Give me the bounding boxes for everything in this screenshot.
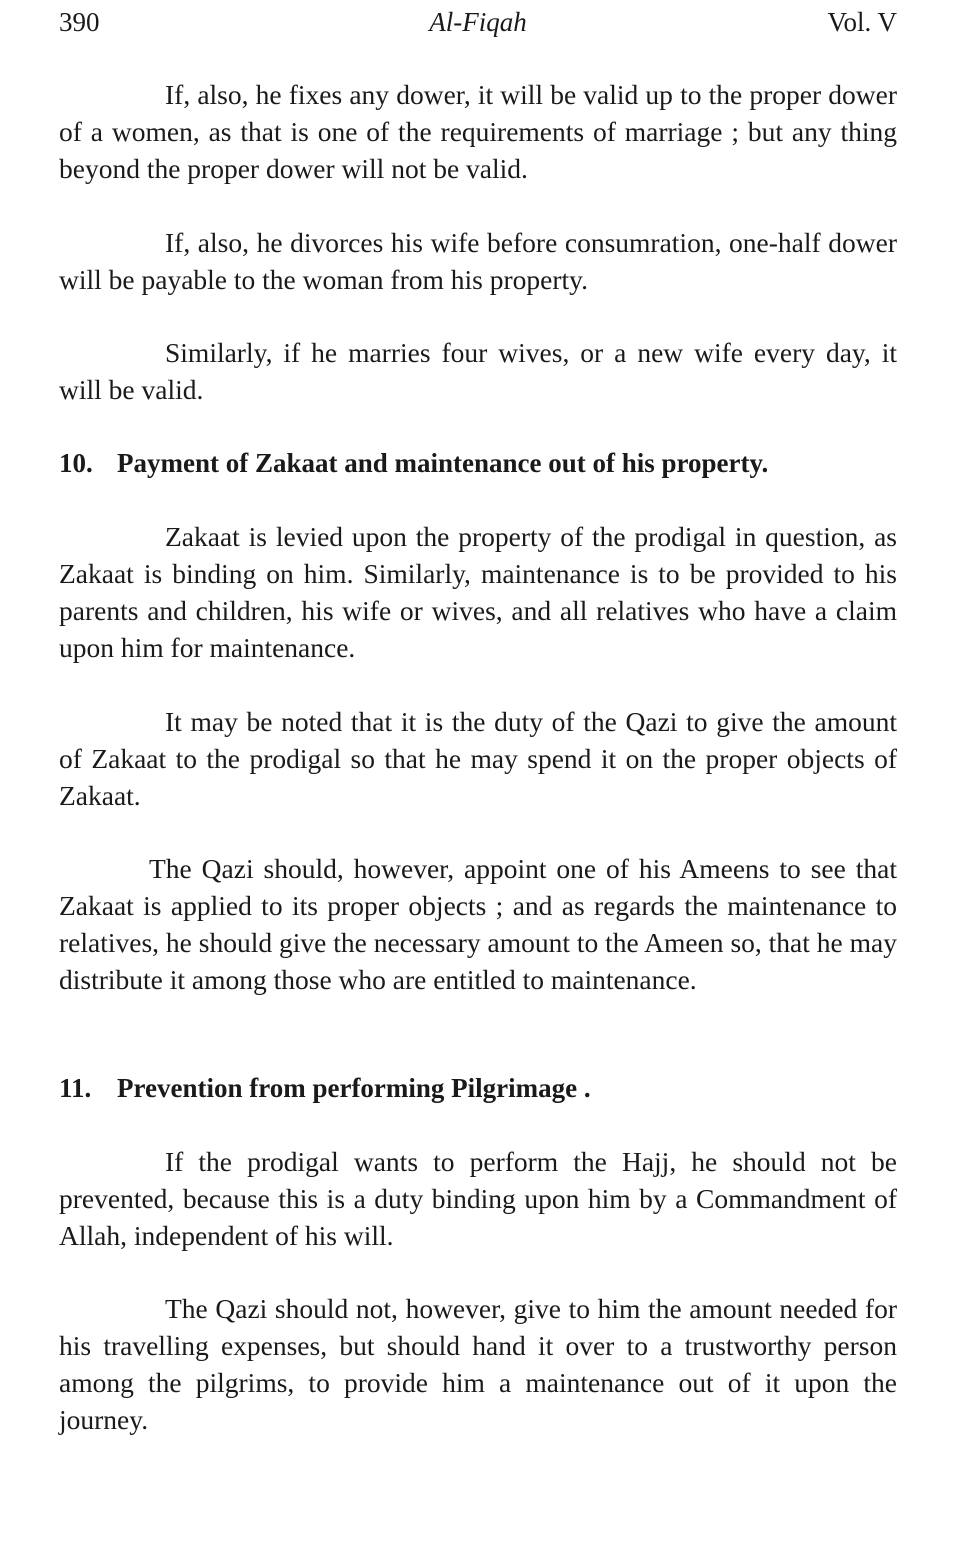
section-title: Payment of Zakaat and maintenance out of his property. (117, 448, 769, 478)
paragraph-travel-expenses: The Qazi should not, however, give to him the amount needed for his travelling expenses, but should hand it over to a trustworthy person among the pilgrims, to provide him a maintenance out of it upon the journey. (59, 1293, 897, 1435)
volume-label: Vol. V (827, 7, 897, 37)
paragraph-qazi-duty: It may be noted that it is the duty of the Qazi to give the amount of Zakaat to the prodigal so that he may spend it on the proper objects of Zakaat. (59, 706, 897, 811)
paragraph-divorce: If, also, he divorces his wife before consumration, one-half dower will be payable to the woman from his property. (59, 227, 897, 295)
book-title: Al-Fiqah (429, 7, 527, 37)
section-number: 10. (59, 448, 93, 478)
section-number: 11. (59, 1073, 92, 1103)
running-header (59, 4, 897, 40)
paragraph-ameen: The Qazi should, however, appoint one of his Ameens to see that Zakaat is applied to its proper objects ; and as regards the maintenance to relatives, he should give the necessary amount to the Ameen so, that he may distribute it among those who are entitled to maintenance. (59, 853, 897, 995)
section-heading-11 (59, 1070, 897, 1107)
paragraph-hajj: If the prodigal wants to perform the Hajj, he should not be prevented, because this is a duty binding upon him by a Commandment of Allah, independent of his will. (59, 1146, 897, 1251)
paragraph-zakaat-levied: Zakaat is levied upon the property of the prodigal in question, as Zakaat is binding on him. Similarly, maintenance is to be provided to his parents and children, his wife or wives, and all relatives who have a claim upon him for maintenance. (59, 521, 897, 663)
section-heading-10 (59, 445, 897, 482)
page-number: 390 (59, 7, 100, 37)
paragraph-dower: If, also, he fixes any dower, it will be valid up to the proper dower of a women, as that is one of the requirements of marriage ; but any thing beyond the proper dower will not be valid. (59, 79, 897, 184)
section-title: Prevention from performing Pilgrimage . (117, 1073, 591, 1103)
paragraph-four-wives: Similarly, if he marries four wives, or a new wife every day, it will be valid. (59, 337, 897, 405)
